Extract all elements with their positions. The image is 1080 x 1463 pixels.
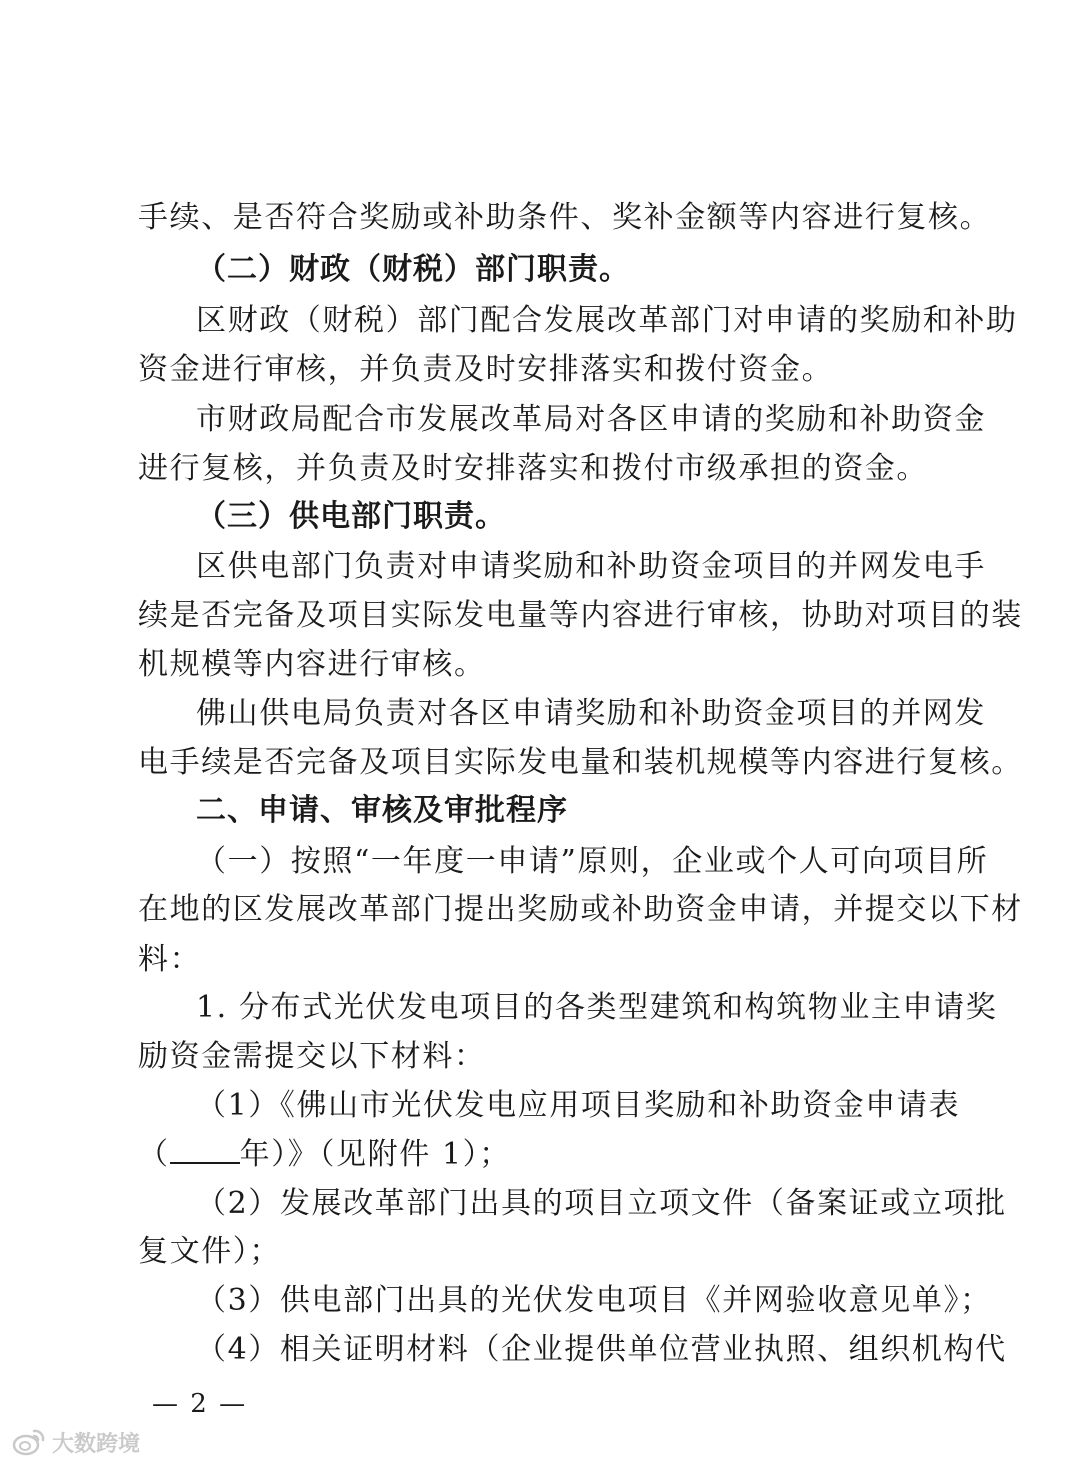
- section-heading-finance: （二）财政（财税）部门职责。: [196, 252, 630, 287]
- text-line-14: （一）按照“一年度一申请”原则，企业或个人可向项目所: [196, 844, 989, 879]
- form-year-suffix: 年）》（见附件 1）；: [239, 1137, 511, 1172]
- text-line-5: 市财政局配合市发展改革局对各区申请的奖励和补助资金: [196, 402, 986, 437]
- text-line-16: 料：: [138, 942, 202, 977]
- weibo-logo-icon: [12, 1428, 46, 1456]
- text-line-18: 励资金需提交以下材料：: [138, 1039, 486, 1074]
- form-paren-open: （: [138, 1137, 170, 1172]
- text-line-22: 复文件）；: [138, 1234, 281, 1269]
- watermark: [12, 1426, 140, 1458]
- text-line-4: 资金进行审核，并负责及时安排落实和拨付资金。: [138, 352, 834, 387]
- text-line-6: 进行复核，并负责及时安排落实和拨付市级承担的资金。: [138, 451, 928, 486]
- text-line-9: 续是否完备及项目实际发电量等内容进行审核，协助对项目的装: [138, 598, 1023, 633]
- text-line-12: 电手续是否完备及项目实际发电量和装机规模等内容进行复核。: [138, 745, 1023, 780]
- text-line-17: 1. 分布式光伏发电项目的各类型建筑和构筑物业主申请奖: [196, 990, 998, 1025]
- text-line-15: 在地的区发展改革部门提出奖励或补助资金申请，并提交以下材: [138, 892, 1023, 927]
- text-line-8: 区供电部门负责对申请奖励和补助资金项目的并网发电手: [196, 549, 986, 584]
- text-line-24: （4）相关证明材料（企业提供单位营业执照、组织机构代: [196, 1332, 1007, 1367]
- text-line-19: （1）《佛山市光伏发电应用项目奖励和补助资金申请表: [196, 1088, 961, 1123]
- text-line-21: （2）发展改革部门出具的项目立项文件（备案证或立项批: [196, 1186, 1007, 1221]
- text-line-20: [138, 1135, 938, 1175]
- year-blank: [170, 1136, 240, 1164]
- text-line-11: 佛山供电局负责对各区申请奖励和补助资金项目的并网发: [196, 696, 986, 731]
- text-line-23: （3）供电部门出具的光伏发电项目《并网验收意见单》；: [196, 1283, 992, 1318]
- text-line-10: 机规模等内容进行审核。: [138, 647, 486, 682]
- page-number: — 2 —: [152, 1389, 248, 1419]
- text-line-1: 手续、是否符合奖励或补助条件、奖补金额等内容进行复核。: [138, 200, 992, 235]
- watermark-text: 大数跨境: [52, 1431, 141, 1457]
- section-heading-power: （三）供电部门职责。: [196, 499, 506, 534]
- text-line-3: 区财政（财税）部门配合发展改革部门对申请的奖励和补助: [196, 303, 1018, 338]
- section-heading-procedure: 二、申请、审核及审批程序: [196, 793, 568, 828]
